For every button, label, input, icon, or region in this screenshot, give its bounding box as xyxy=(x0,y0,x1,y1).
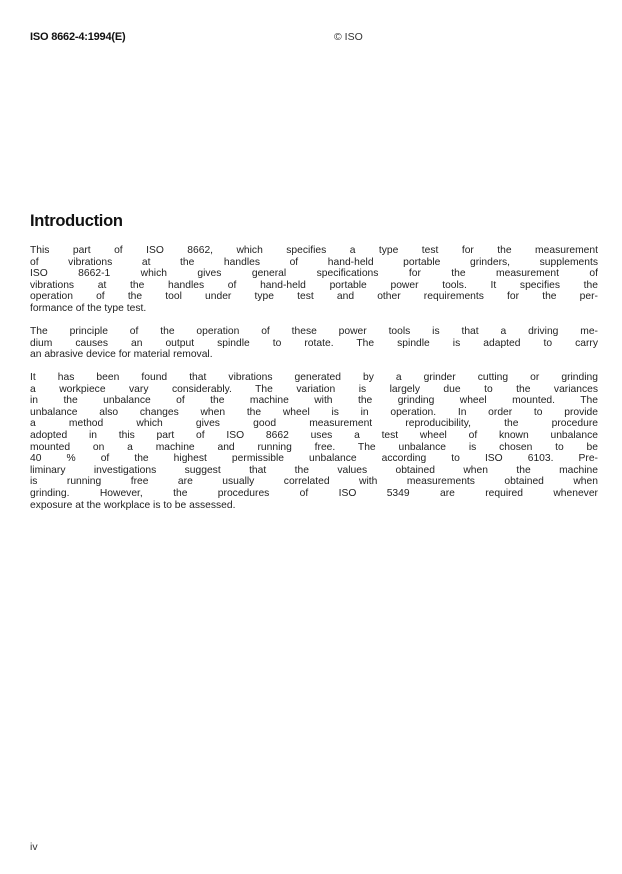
text-line: is running free are usually correlated with measurements obtained when xyxy=(30,476,598,488)
section-title: Introduction xyxy=(30,212,123,230)
text-line: dium causes an output spindle to rotate. The spindle is adapted to carry xyxy=(30,337,598,349)
text-line: The principle of the operation of these power tools is that a driving me- xyxy=(30,326,598,337)
text-line: a method which gives good measurement reproducibility, the procedure xyxy=(30,418,598,430)
text-line: ISO 8662-1 which gives general specifications for the measurement of xyxy=(30,268,598,280)
paragraph-principle xyxy=(30,326,598,361)
text-line: in the unbalance of the machine with the grinding wheel mounted. The xyxy=(30,395,598,407)
paragraph-unbalance xyxy=(30,372,598,511)
text-line: adopted in this part of ISO 8662 uses a test wheel of known unbalance xyxy=(30,429,598,441)
text-line: This part of ISO 8662, which specifies a type test for the measurement xyxy=(30,245,598,256)
text-line: operation of the tool under type test and other requirements for the per- xyxy=(30,291,598,303)
page-number: iv xyxy=(30,841,38,853)
text-line: exposure at the workplace is to be assessed. xyxy=(30,499,236,511)
paragraph-scope xyxy=(30,245,598,315)
text-line: an abrasive device for material removal. xyxy=(30,349,213,361)
text-line: grinding. However, the procedures of ISO 5349 are required whenever xyxy=(30,487,598,499)
text-line: 40 % of the highest permissible unbalance according to ISO 6103. Pre- xyxy=(30,453,598,465)
text-line: of vibrations at the handles of hand-held portable grinders, supplements xyxy=(30,256,598,268)
copyright-notice: © ISO xyxy=(334,31,363,43)
text-line: mounted on a machine and running free. The unbalance is chosen to be xyxy=(30,441,598,453)
running-header xyxy=(30,31,592,45)
text-line: formance of the type test. xyxy=(30,302,147,314)
text-line: liminary investigations suggest that the values obtained when the machine xyxy=(30,464,598,476)
text-line: a workpiece vary considerably. The variation is largely due to the variances xyxy=(30,383,598,395)
text-line: vibrations at the handles of hand-held portable power tools. It specifies the xyxy=(30,279,598,291)
text-line: unbalance also changes when the wheel is in operation. In order to provide xyxy=(30,406,598,418)
text-line: It has been found that vibrations generated by a grinder cutting or grinding xyxy=(30,372,598,383)
standard-identifier: ISO 8662-4:1994(E) xyxy=(30,31,126,43)
